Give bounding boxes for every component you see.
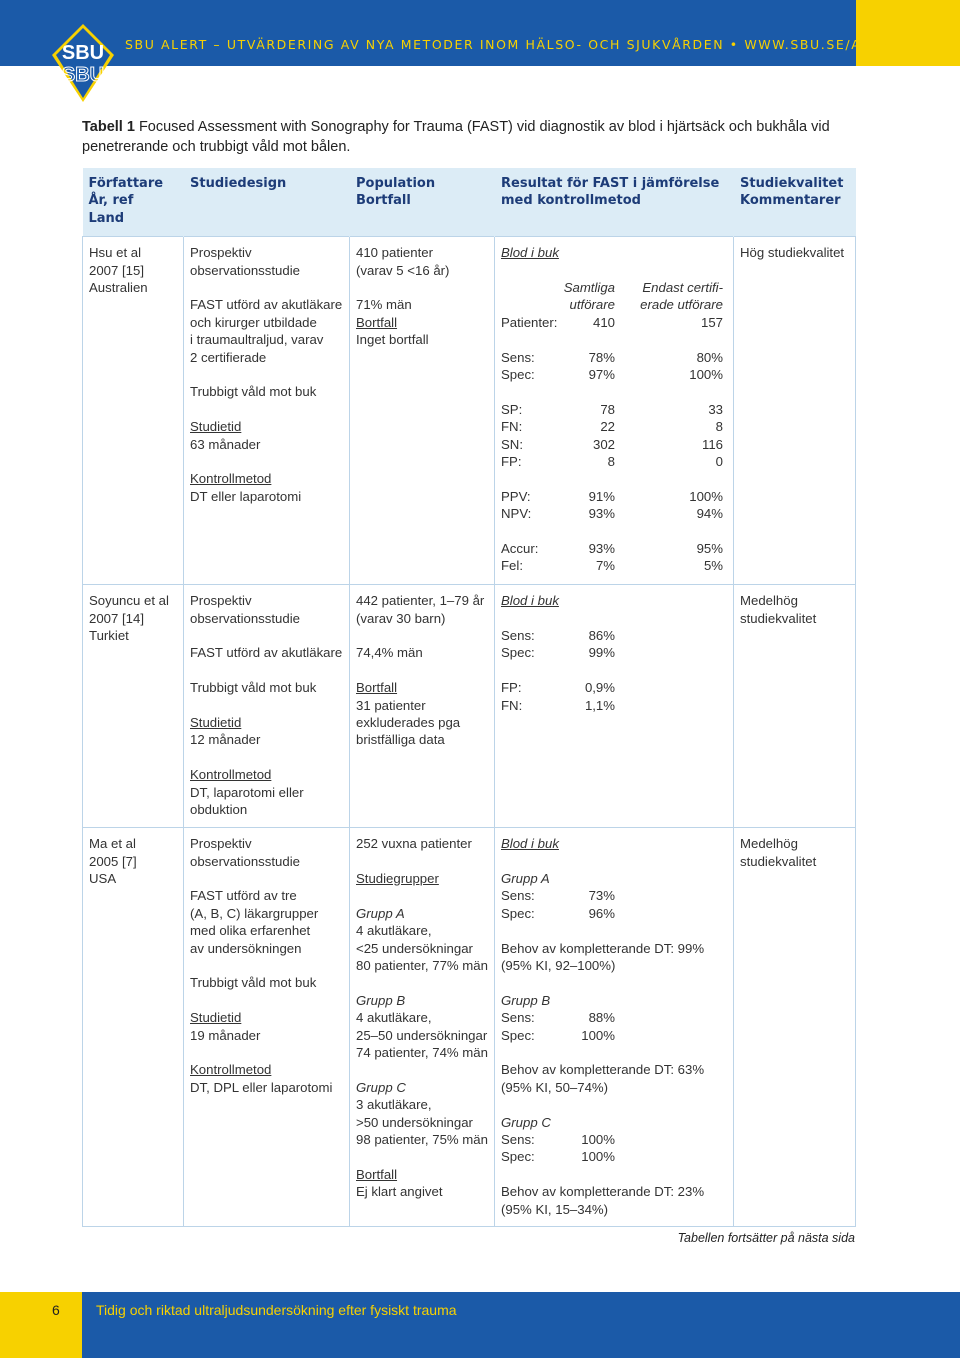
behov-text: (95% KI, 15–34%) [501,1201,609,1217]
results-value: 22 [600,419,615,435]
quality-text: Hög studiekvalitet [740,245,845,261]
quality-text: studiekvalitet [740,853,817,869]
results-heading: Blod i buk [501,245,559,261]
results-label: Spec: [501,366,535,382]
results-label: Spec: [501,1149,535,1165]
results-label: Sens: [501,627,535,643]
population-men: 74,4% män [356,645,423,661]
header-banner [0,0,856,66]
results-value: 8 [607,454,615,469]
group-line: 3 akutläkare, [356,1097,432,1113]
cell-design [184,237,350,585]
group-name: Grupp A [356,905,405,921]
design-type: Prospektiv [190,836,252,852]
results-value: 0,9% [584,680,615,696]
kontroll-label: Kontrollmetod [190,767,272,783]
behov-text: Behov av kompletterande DT: 99% [501,940,705,956]
design-trauma: Trubbigt våld mot buk [190,384,317,400]
results-heading: Blod i buk [501,836,559,852]
results-label: Accur: [501,541,539,556]
results-value: 100% [689,366,723,382]
group-line: <25 undersökningar [356,940,473,956]
kontroll-value: DT, laparotomi eller [190,784,304,800]
results-value: 78% [588,349,615,365]
cell-design [184,828,350,1227]
header-accent [856,0,960,66]
design-type: Prospektiv [190,593,252,609]
results-value: 157 [700,314,723,330]
results-label: FN: [501,697,523,713]
header-author [83,168,184,237]
group-line: 74 patienter, 74% män [356,1045,488,1060]
kontroll-value: DT eller laparotomi [190,488,302,504]
results-value: 91% [588,488,615,504]
results-label: FN: [501,419,523,435]
cell-population [350,585,495,828]
population-men: 71% män [356,297,412,313]
results-value: 116 [701,436,723,452]
design-trauma: Trubbigt våld mot buk [190,975,317,991]
studietid-value: 19 månader [190,1027,261,1043]
studietid-label: Studietid [190,419,242,435]
quality-text: Medelhög [740,836,798,852]
behov-text: Behov av kompletterande DT: 63% [501,1062,705,1078]
studietid-label: Studietid [190,714,242,730]
group-line: 4 akutläkare, [356,1010,432,1026]
author-country: Turkiet [89,627,129,643]
bortfall-value: exkluderades pga [356,714,461,730]
results-value: 73% [588,888,615,904]
results-label: Sens: [501,888,535,904]
cell-population [350,237,495,585]
header-line: Författare [88,176,164,191]
population-line: 410 patienter [356,245,433,261]
header-line: Land [88,210,125,226]
bortfall-label: Bortfall [356,314,398,330]
group-line: 4 akutläkare, [356,923,432,939]
quality-text: studiekvalitet [740,610,817,626]
results-value: 33 [708,401,723,417]
group-line: 80 patienter, 77% män [356,957,488,973]
page-number: 6 [52,1302,60,1318]
header-quality [734,168,856,237]
svg-text:SBU: SBU [61,42,105,64]
results-value: 5% [703,558,723,574]
author-year: 2007 [15] [89,262,144,278]
design-performed: med olika erfarenhet [190,923,311,939]
results-col-head: utförare [569,297,615,313]
header-population [350,168,495,237]
results-value: 7% [595,558,615,574]
results-grid [501,887,727,922]
svg-text:SBU: SBU [61,64,105,86]
header-results [495,168,734,237]
cell-results [495,585,734,828]
results-value: 97% [588,366,615,382]
results-label: FP: [501,680,522,696]
results-grid [501,627,727,714]
results-value: 86% [588,627,615,643]
design-performed: (A, B, C) läkargrupper [190,905,319,921]
design-type: Prospektiv [190,245,252,261]
kontroll-value: obduktion [190,801,248,817]
design-performed: FAST utförd av tre [190,888,297,904]
table-caption-label: Tabell 1 [82,119,135,135]
results-label: Sens: [501,1010,535,1026]
kontroll-label: Kontrollmetod [190,1062,272,1078]
behov-text: (95% KI, 50–74%) [501,1079,609,1095]
kontroll-label: Kontrollmetod [190,471,272,487]
results-label: Spec: [501,645,535,661]
author-year: 2007 [14] [89,610,144,626]
header-line: Resultat för FAST i jämförelse [501,176,720,191]
header-line: Population [356,176,436,191]
results-value: 100% [689,488,723,504]
population-line: 252 vuxna patienter [356,836,472,852]
header-line: År, ref [88,193,134,209]
results-label: Fel: [501,558,523,574]
results-heading: Blod i buk [501,593,559,609]
results-col-head: Endast certifi- [642,279,723,295]
results-grid [501,279,727,575]
results-label: FP: [501,454,522,469]
study-table [82,168,856,1227]
group-line: 98 patienter, 75% män [356,1132,488,1148]
results-grid [501,1009,727,1044]
studietid-value: 12 månader [190,732,261,748]
bortfall-label: Bortfall [356,1166,398,1182]
results-value: 80% [696,349,723,365]
results-col-head: Samtliga [563,279,615,295]
table-caption [82,117,872,157]
group-line: >50 undersökningar [356,1114,473,1130]
results-value: 100% [581,1149,615,1165]
cell-population [350,828,495,1227]
design-type: observationsstudie [190,262,300,278]
cell-results [495,828,734,1227]
results-label: Spec: [501,905,535,921]
cell-design [184,585,350,828]
design-performed: i traumaultraljud, varav [190,332,324,348]
results-value: 410 [592,314,615,330]
bortfall-value: Inget bortfall [356,332,429,348]
results-value: 93% [588,541,615,556]
table-caption-text: Focused Assessment with Sonography for Trauma (FAST) vid diagnostik av blod i hjärtsäck och bukhåla vid penetrerande och trubbigt våld mot bålen. [82,119,830,155]
results-label: SN: [501,436,523,452]
header-line: Bortfall [356,193,411,209]
footer-title: Tidig och riktad ultraljudsundersökning efter fysiskt trauma [96,1302,457,1318]
design-performed: 2 certifierade [190,349,267,365]
results-value: 0 [715,454,723,469]
header-line: Studiedesign [190,176,287,191]
results-value: 1,1% [584,697,615,713]
behov-text: (95% KI, 92–100%) [501,957,616,973]
population-line: (varav 5 <16 år) [356,262,450,278]
results-value: 88% [588,1010,615,1026]
author-year: 2005 [7] [89,853,137,869]
studiegrupper-label: Studiegrupper [356,870,439,886]
results-value: 94% [696,506,723,522]
design-trauma: Trubbigt våld mot buk [190,680,317,696]
cell-results [495,237,734,585]
quality-text: Medelhög [740,593,798,609]
group-name: Grupp A [501,870,550,886]
author-country: Australien [89,279,148,295]
bortfall-value: Ej klart angivet [356,1184,443,1200]
header-line: med kontrollmetod [501,193,641,209]
results-label: Patienter: [501,314,558,330]
bortfall-value: bristfälliga data [356,732,445,748]
results-label: Spec: [501,1027,535,1043]
results-label: Sens: [501,1132,535,1147]
table-row [83,585,856,828]
author-name: Ma et al [89,836,136,852]
table-header-row [83,168,856,237]
group-name: Grupp C [356,1079,406,1095]
header-banner-text: SBU ALERT – UTVÄRDERING AV NYA METODER INOM HÄLSO- OCH SJUKVÅRDEN • WWW.SBU.SE/ALERT [125,37,899,52]
design-type: observationsstudie [190,610,300,626]
group-name: Grupp B [501,992,551,1008]
header-design [184,168,350,237]
cell-quality [734,585,856,828]
results-value: 99% [588,645,615,661]
group-line: 25–50 undersökningar [356,1027,488,1043]
kontroll-value: DT, DPL eller laparotomi [190,1079,333,1095]
results-grid [501,1131,727,1166]
results-label: PPV: [501,488,531,504]
design-type: observationsstudie [190,853,300,869]
results-value: 100% [581,1132,615,1147]
cell-quality [734,828,856,1227]
bortfall-value: 31 patienter [356,697,426,713]
group-name: Grupp B [356,992,406,1008]
design-performed: av undersökningen [190,940,302,956]
results-value: 95% [696,541,723,556]
studietid-value: 63 månader [190,436,261,452]
group-name: Grupp C [501,1114,551,1130]
results-label: NPV: [501,506,532,522]
studietid-label: Studietid [190,1010,242,1026]
cell-quality [734,237,856,585]
table-row [83,828,856,1227]
results-value: 302 [592,436,615,452]
results-label: Sens: [501,349,535,365]
results-value: 93% [588,506,615,522]
design-performed: FAST utförd av akutläkare [190,297,343,313]
population-line: (varav 30 barn) [356,610,446,626]
bortfall-label: Bortfall [356,680,398,696]
population-line: 442 patienter, 1–79 år [356,593,485,609]
results-value: 100% [581,1027,615,1043]
header-line: Kommentarer [740,193,841,209]
author-name: Soyuncu et al [89,593,169,609]
author-country: USA [89,870,117,886]
continued-note: Tabellen fortsätter på nästa sida [677,1231,855,1245]
design-performed: och kirurger utbildade [190,314,317,330]
behov-text: Behov av kompletterande DT: 23% [501,1184,705,1200]
results-value: 78 [600,401,615,417]
results-col-head: erade utförare [640,297,723,313]
table-row [83,237,856,585]
cell-author [83,585,184,828]
results-label: SP: [501,401,523,417]
results-value: 8 [715,419,723,435]
cell-author [83,237,184,585]
author-name: Hsu et al [89,245,142,261]
sbu-logo-icon [52,24,114,102]
cell-author [83,828,184,1227]
results-value: 96% [588,905,615,921]
header-line: Studiekvalitet [740,176,844,191]
design-performed: FAST utförd av akutläkare [190,645,343,661]
